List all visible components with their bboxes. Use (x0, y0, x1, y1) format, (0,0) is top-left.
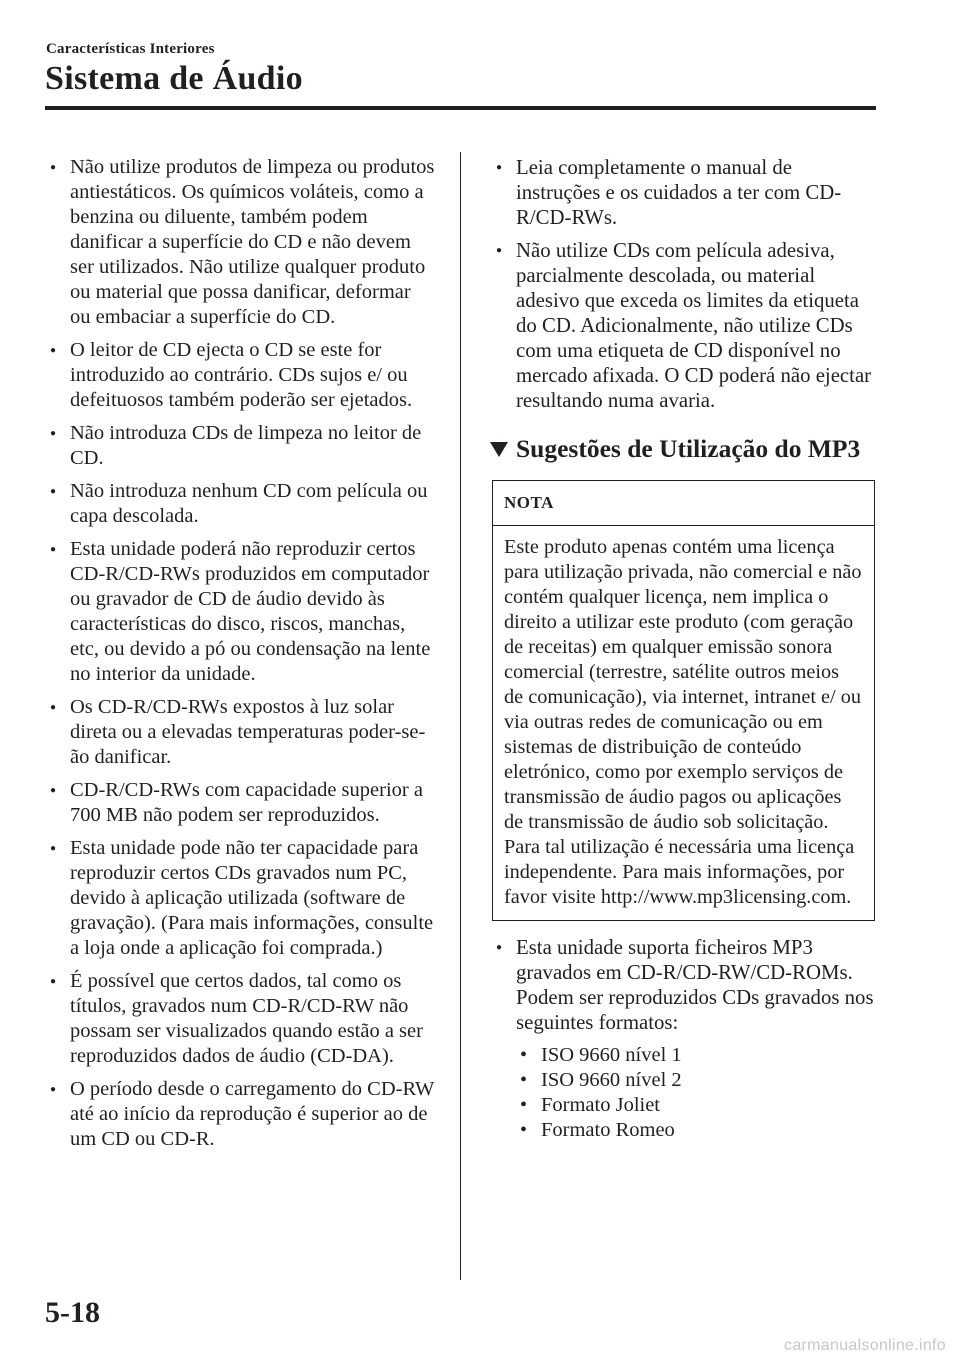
title-divider (45, 106, 876, 110)
list-item: ● Esta unidade pode não ter capacidade para reproduzir certos CDs gravados num PC, devido à aplicação utilizada (software de gravação). (Para mais informações, consulte a loja onde a aplicação foi comprada.) (46, 836, 436, 961)
right-bullet-list (492, 155, 877, 413)
list-item: ● O período desde o carregamento do CD-RW até ao início da reprodução é superior ao de um CD ou CD-R. (46, 1077, 436, 1152)
left-column (46, 155, 436, 1160)
mp3-bullet-list (492, 935, 877, 1143)
watermark: carmanualsonline.info (784, 1337, 946, 1354)
list-item (492, 935, 877, 1143)
note-text: Este produto apenas contém uma licença para utilização privada, não comercial e não contém qualquer licença, nem implica o direito a utilizar este produto (com geração de receitas) em qualquer emissão sonora comercial (terrestre, satélite outros meios de comunicação), via internet, intranet e/ ou via outras redes de comunicação ou em sistemas de distribuição de conteúdo eletrónico, como por exemplo serviços de transmissão de áudio pagos ou aplicações de transmissão de áudio sob solicitação. Para tal utilização é necessária uma licença independente. Para mais informações, por favor visite http://www.mp3licensing.com. (504, 536, 862, 908)
page-number: 5-18 (45, 1296, 100, 1329)
section-label: Características Interiores (46, 41, 215, 57)
triangle-down-icon (490, 442, 508, 457)
right-column (492, 155, 877, 1151)
list-item: ● Não utilize CDs com película adesiva, parcialmente descolada, ou material adesivo que exceda os limites da etiqueta do CD. Adicionalmente, não utilize CDs com uma etiqueta de CD disponível no mercado afixada. O CD poderá não ejectar resultando numa avaria. (492, 238, 877, 413)
list-item: ● Esta unidade poderá não reproduzir certos CD-R/CD-RWs produzidos em computador ou gravador de CD de áudio devido às características do disco, riscos, manchas, etc, ou devido a pó ou condensação na lente no interior da unidade. (46, 537, 436, 687)
format-item: • ISO 9660 nível 1 (516, 1043, 877, 1068)
subheading-text: Sugestões de Utilização do MP3 (516, 434, 861, 463)
mp3-subheading (490, 432, 877, 466)
left-bullet-list (46, 155, 436, 1152)
note-label: NOTA (493, 481, 874, 526)
format-item: • Formato Joliet (516, 1093, 877, 1118)
mp3-bullet-text: Esta unidade suporta ficheiros MP3 gravados em CD-R/CD-RW/CD-ROMs. Podem ser reproduzidos CDs gravados nos seguintes formatos: (516, 936, 874, 1034)
list-item: ● Os CD-R/CD-RWs expostos à luz solar direta ou a elevadas temperaturas poder-se-ão danificar. (46, 695, 436, 770)
format-item: • ISO 9660 nível 2 (516, 1068, 877, 1093)
column-divider (460, 152, 461, 1280)
note-box (492, 480, 875, 921)
format-list (516, 1043, 877, 1143)
list-item: ● O leitor de CD ejecta o CD se este for introduzido ao contrário. CDs sujos e/ ou defeituosos também poderão ser ejetados. (46, 338, 436, 413)
list-item: ● Não introduza CDs de limpeza no leitor de CD. (46, 421, 436, 471)
format-item: • Formato Romeo (516, 1118, 877, 1143)
page-title: Sistema de Áudio (45, 60, 303, 97)
list-item: ● Não utilize produtos de limpeza ou produtos antiestáticos. Os químicos voláteis, como a benzina ou diluente, também podem danificar a superfície do CD e não devem ser utilizados. Não utilize qualquer produto ou material que possa danificar, deformar ou embaciar a superfície do CD. (46, 155, 436, 330)
list-item: ● Leia completamente o manual de instruções e os cuidados a ter com CD-R/CD-RWs. (492, 155, 877, 230)
list-item: ● Não introduza nenhum CD com película ou capa descolada. (46, 479, 436, 529)
list-item: ● CD-R/CD-RWs com capacidade superior a 700 MB não podem ser reproduzidos. (46, 778, 436, 828)
list-item: ● É possível que certos dados, tal como os títulos, gravados num CD-R/CD-RW não possam ser visualizados quando estão a ser reproduzidos dados de áudio (CD-DA). (46, 969, 436, 1069)
